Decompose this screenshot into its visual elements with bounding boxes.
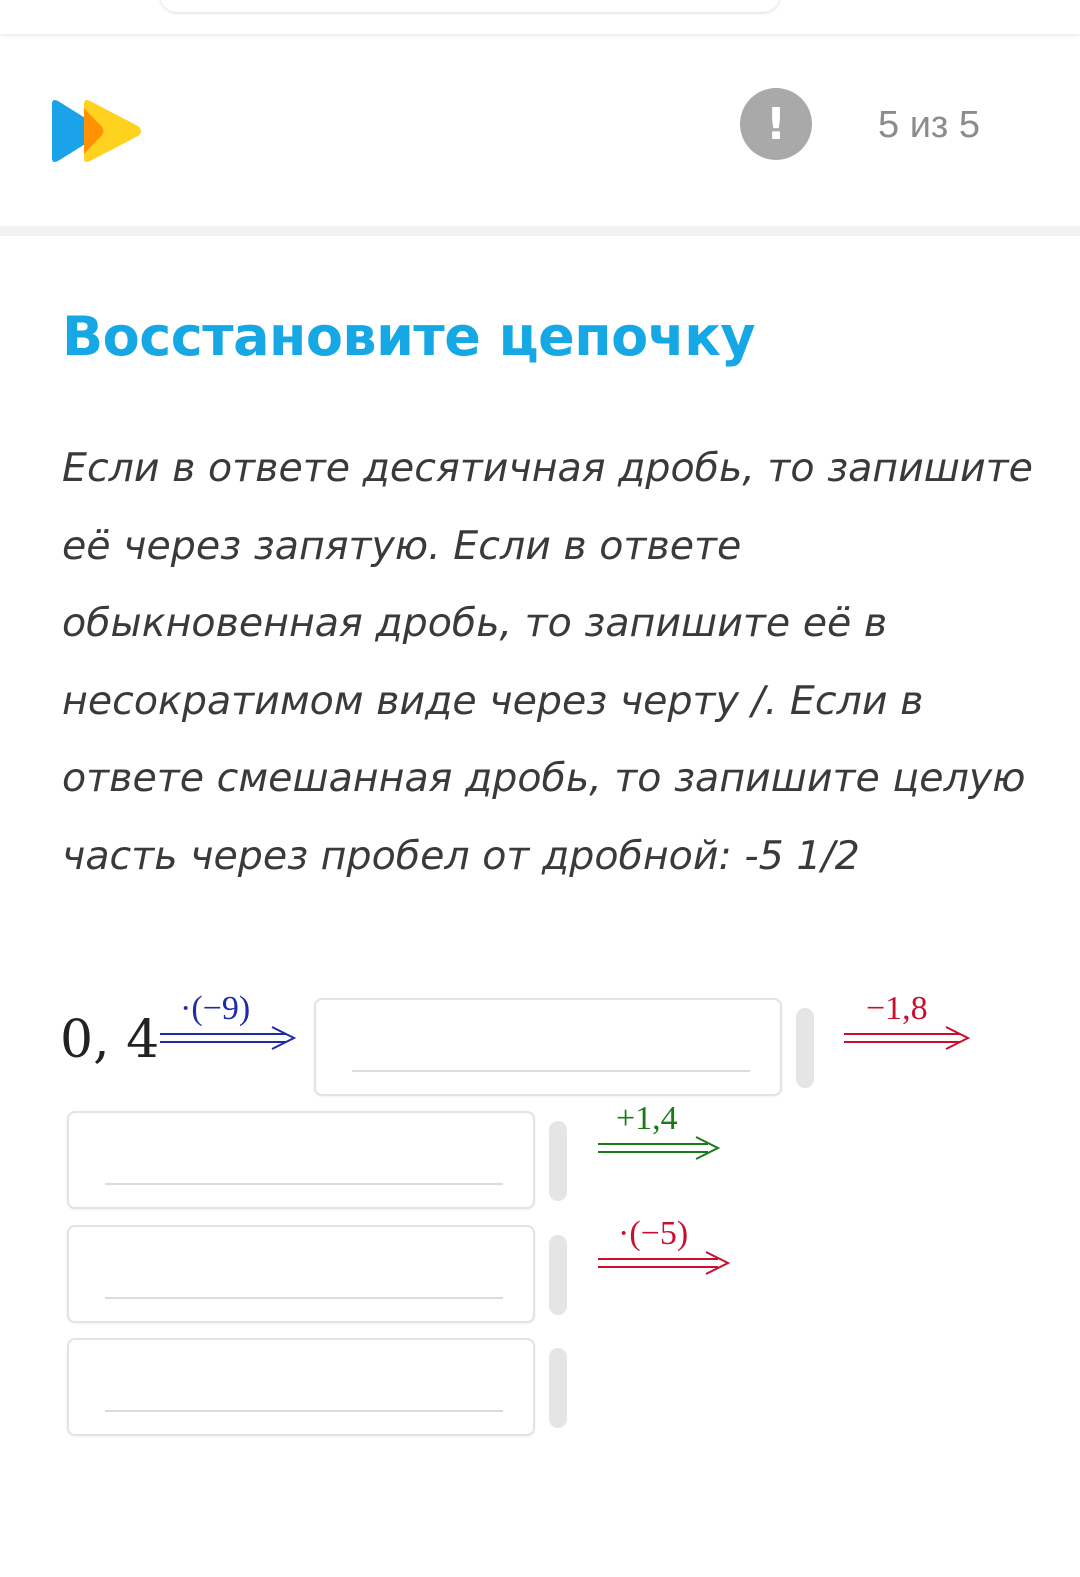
drag-handle-1[interactable] [796,1008,814,1088]
operation-arrow-2 [842,990,982,1070]
exclamation-circle-icon: ! [765,98,787,150]
question-counter: 5 из 5 [878,104,981,146]
operation-label-4: ·(−5) [618,1215,689,1252]
double-arrow-icon [596,1251,736,1277]
operation-arrow-1 [158,990,298,1070]
answer-input-4[interactable] [105,1368,503,1412]
double-arrow-icon [842,1026,972,1052]
operation-label-3: +1,4 [616,1100,678,1137]
answer-box-2[interactable] [67,1111,535,1209]
answer-input-2[interactable] [105,1141,503,1185]
answer-box-1[interactable] [314,998,782,1096]
chain-start-value: 0, 4 [60,1010,160,1070]
drag-handle-4[interactable] [549,1348,567,1428]
address-bar[interactable] [160,0,780,12]
header-divider [0,226,1080,236]
double-arrow-icon [596,1136,726,1162]
drag-handle-3[interactable] [549,1235,567,1315]
answer-input-3[interactable] [105,1255,503,1299]
browser-top-strip [0,0,1080,34]
task-title: Восстановите цепочку [62,305,756,368]
drag-handle-2[interactable] [549,1121,567,1201]
answer-input-1[interactable] [352,1028,750,1072]
operation-label-2: −1,8 [866,990,928,1027]
operation-arrow-4 [596,1215,736,1295]
answer-box-3[interactable] [67,1225,535,1323]
double-arrow-icon [158,1026,298,1052]
operation-arrow-3 [596,1100,736,1180]
play-forward-logo-icon[interactable] [46,96,146,166]
report-issue-button[interactable] [740,88,812,160]
answer-box-4[interactable] [67,1338,535,1436]
task-instructions: Если в ответе десятичная дробь, то запишите её через запятую. Если в ответе обыкновенная дробь, то запишите её в несократимом виде через черту /. Если в ответе смешанная дробь, то запишите целую часть через пробел от дробной: -5 1/2 [62,445,1033,879]
operation-label-1: ·(−9) [180,990,251,1027]
